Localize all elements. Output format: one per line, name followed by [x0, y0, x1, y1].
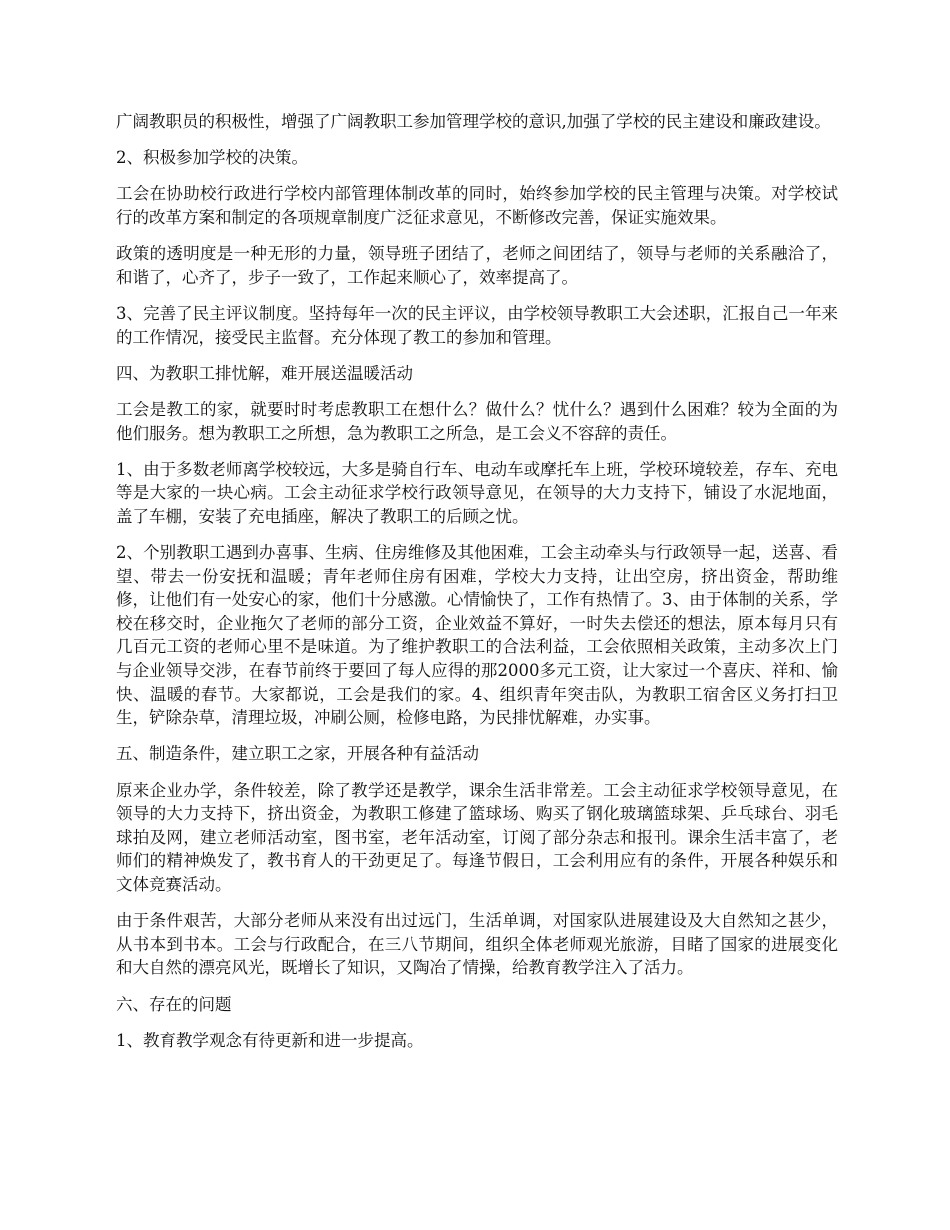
paragraph-travel: 由于条件艰苦，大部分老师从来没有出过远门，生活单调，对国家队进展建设及大自然知之甚少，从书本到书本。工会与行政配合，在三八节期间，组织全体老师观光旅游，目睹了国家的进展变化和大自然的漂亮风光，既增长了知识，又陶冶了情操，给教育教学注入了活力。 [116, 911, 838, 978]
paragraph-item-2-decision: 2、积极参加学校的决策。 [116, 148, 308, 168]
paragraph-item-2-care: 2、个别教职工遇到办喜事、生病、住房维修及其他困难，工会主动牵头与行政领导一起，送喜、看望、带去一份安抚和温暖；青年老师住房有困难，学校大力支持，让出空房，挤出资金，帮助维修，让他们有一处安心的家，他们十分感激。心情愉快了，工作有热情了。3、由于体制的关系，学校在移交时，企业拖欠了老师的部分工资，企业效益不算好，一时失去偿还的想法，原本每月只有几百元工资的老师心里不是味道。为了维护教职工的合法利益，工会依照相关政策，主动多次上门与企业领导交涉，在春节前终于要回了每人应得的那2000多元工资，让大家过一个喜庆、祥和、愉快、温暖的春节。大家都说，工会是我们的家。4、组织青年突击队，为教职工宿舍区义务打扫卫生，铲除杂草，清理垃圾，冲刷公厕，检修电路，为民排忧解难，办实事。 [116, 543, 838, 728]
paragraph-activities: 原来企业办学，条件较差，除了教学还是教学，课余生活非常差。工会主动征求学校领导意见，在领导的大力支持下，挤出资金，为教职工修建了篮球场、购买了钢化玻璃篮球架、乒乓球台、羽毛球拍及网，建立老师活动室，图书室，老年活动室，订阅了部分杂志和报刊。课余生活丰富了，老师们的精神焕发了，教书育人的干劲更足了。每逢节假日，工会利用应有的条件，开展各种娱乐和文体竞赛活动。 [116, 780, 838, 894]
section-heading-5: 五、制造条件，建立职工之家，开展各种有益活动 [116, 744, 479, 764]
section-heading-6: 六、存在的问题 [116, 994, 232, 1014]
paragraph-union-home: 工会是教工的家，就要时时考虑教职工在想什么？做什么？忧什么？遇到什么困难？较为全面的为他们服务。想为教职工之所想，急为教职工之所急，是工会义不容辞的责任。 [116, 399, 838, 443]
paragraph-item-1-parking: 1、由于多数老师离学校较远，大多是骑自行车、电动车或摩托车上班，学校环境较差，存车、充电等是大家的一块心病。工会主动征求学校行政领导意见，在领导的大力支持下，铺设了水泥地面，盖了车棚，安装了充电插座，解决了教职工的后顾之忧。 [116, 459, 838, 526]
document-page [116, 110, 838, 1065]
paragraph-management-reform: 工会在协助校行政进行学校内部管理体制改革的同时，始终参加学校的民主管理与决策。对学校试行的改革方案和制定的各项规章制度广泛征求意见，不断修改完善，保证实施效果。 [116, 184, 838, 227]
paragraph-intro-continuation: 广阔教职员的积极性，增强了广阔教职工参加管理学校的意识,加强了学校的民主建设和廉政建设。 [116, 112, 831, 131]
section-heading-4: 四、为教职工排忧解，难开展送温暖活动 [116, 363, 413, 383]
paragraph-item-3-evaluation: 3、完善了民主评议制度。坚持每年一次的民主评议，由学校领导教职工大会述职，汇报自己一年来的工作情况，接受民主监督。充分体现了教工的参加和管理。 [116, 303, 838, 347]
paragraph-policy-transparency: 政策的透明度是一种无形的力量，领导班子团结了，老师之间团结了，领导与老师的关系融洽了，和谐了，心齐了，步子一致了，工作起来顺心了，效率提高了。 [116, 244, 838, 287]
paragraph-problem-1: 1、教育教学观念有待更新和进一步提高。 [116, 1030, 424, 1050]
